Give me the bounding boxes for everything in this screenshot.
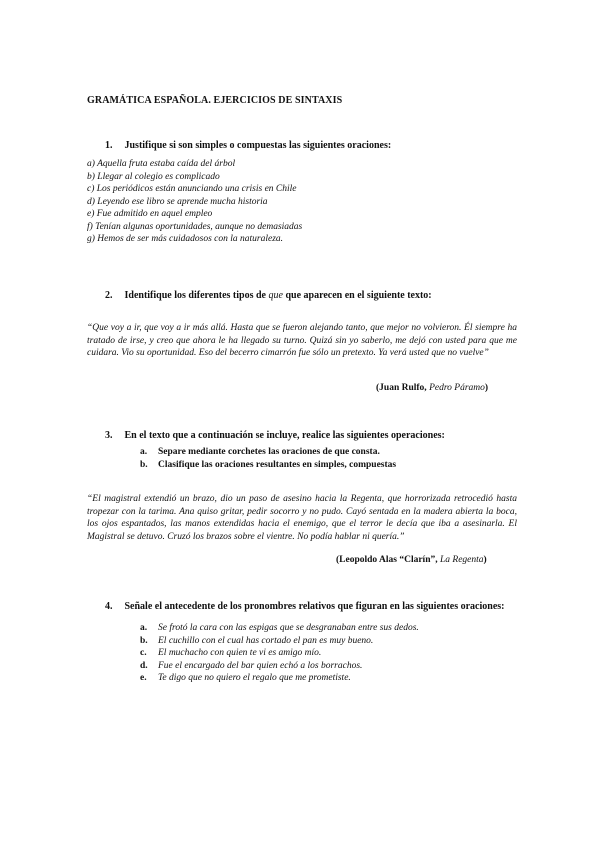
question-2-text-emphasis: que xyxy=(268,290,283,301)
question-3-quote: “El magistral extendió un brazo, dio un paso de asesino hacia la Regenta, que horrorizada retrocedió hasta tropezar con la tarima. Ana quiso gritar, pedir socorro y no pudo. Cayó sentada en la madera abierta la boca, los ojos espantados, las manos extendidas hacia el enemigo, que el terror le decía que iba a asesinarla. El Magistral se detuvo. Cruzó los brazos sobre el vientre. No podía hablar ni quería.” xyxy=(87,494,517,542)
question-4-text: Señale el antecedente de los pronombres relativos que figuran en las siguientes oraciones: xyxy=(124,601,505,612)
list-item: b) Llegar al colegio es complicado xyxy=(87,171,220,182)
list-item xyxy=(140,635,419,648)
question-2-text-after: que aparecen en el siguiente texto: xyxy=(282,290,432,301)
list-item: a) Aquella fruta estaba caída del árbol xyxy=(87,159,236,169)
question-4-sentence-list xyxy=(140,622,419,685)
question-3-operations-list xyxy=(140,446,396,471)
list-item xyxy=(140,660,419,673)
question-3-number: 3. xyxy=(105,430,113,441)
question-3-citation xyxy=(336,555,487,565)
item-letter: d. xyxy=(140,660,148,671)
item-text: El cuchillo con el cual has cortado el pan es muy bueno. xyxy=(158,635,374,646)
item-text: Se frotó la cara con las espigas que se desgranaban entre sus dedos. xyxy=(158,623,419,633)
list-item xyxy=(140,446,396,459)
citation-end: ) xyxy=(483,555,487,565)
citation-end: ) xyxy=(484,383,489,393)
question-2-citation xyxy=(376,383,488,393)
question-1-text: Justifique si son simples o compuestas las siguientes oraciones: xyxy=(124,140,392,151)
question-4-number: 4. xyxy=(105,601,113,612)
question-2-quote: “Que voy a ir, que voy a ir más allá. Hasta que se fueron alejando tanto, que mejor no volvieron. Él siempre ha tratado de irse, y creo que ahora le ha llegado su turno. Quizá sin yo saberlo, me dejó con usted para que me cuidara. Vio su oportunidad. Eso del becerro cimarrón fue sólo un pretexto. Ya verá usted que no vuelve” xyxy=(87,323,517,358)
list-item: f) Tenían algunas oportunidades, aunque no demasiadas xyxy=(87,221,303,232)
question-3-text: En el texto que a continuación se incluye, realice las siguientes operaciones: xyxy=(124,430,445,441)
list-item: g) Hemos de ser más cuidadosos con la naturaleza. xyxy=(87,234,284,244)
item-letter: a. xyxy=(140,623,148,633)
list-item: c) Los periódicos están anunciando una crisis en Chile xyxy=(87,184,297,194)
question-1-heading xyxy=(105,140,391,151)
list-item xyxy=(140,647,419,660)
item-text: Clasifique las oraciones resultantes en simples, compuestas xyxy=(158,459,397,470)
question-2-text-before: Identifique los diferentes tipos de xyxy=(124,290,269,301)
item-letter: e. xyxy=(140,673,147,683)
citation-author: (Juan Rulfo, xyxy=(376,383,430,393)
question-2-heading xyxy=(105,290,432,301)
item-text: El muchacho con quien te vi es amigo mío. xyxy=(158,648,322,658)
item-letter: b. xyxy=(140,459,148,470)
item-letter: a. xyxy=(140,447,148,457)
list-item xyxy=(140,459,396,472)
question-1-sentence-list xyxy=(87,158,302,246)
question-2-number: 2. xyxy=(105,290,113,301)
list-item: d) Leyendo ese libro se aprende mucha historia xyxy=(87,196,268,207)
item-letter: b. xyxy=(140,635,148,646)
item-text: Fue el encargado del bar quien echó a los borrachos. xyxy=(158,660,363,671)
document-title: GRAMÁTICA ESPAÑOLA. EJERCICIOS DE SINTAXIS xyxy=(87,95,343,106)
item-text: Te digo que no quiero el regalo que me prometiste. xyxy=(158,673,351,683)
list-item xyxy=(140,672,419,685)
question-4-heading xyxy=(105,601,505,612)
list-item xyxy=(140,622,419,635)
citation-author: (Leopoldo Alas “Clarín”, xyxy=(336,555,440,565)
citation-work: Pedro Páramo xyxy=(429,383,485,393)
question-1-number: 1. xyxy=(105,140,113,151)
item-text: Separe mediante corchetes las oraciones de que consta. xyxy=(158,447,380,457)
list-item: e) Fue admitido en aquel empleo xyxy=(87,209,213,219)
question-3-heading xyxy=(105,430,445,441)
citation-work: La Regenta xyxy=(440,555,484,565)
item-letter: c. xyxy=(140,648,147,658)
